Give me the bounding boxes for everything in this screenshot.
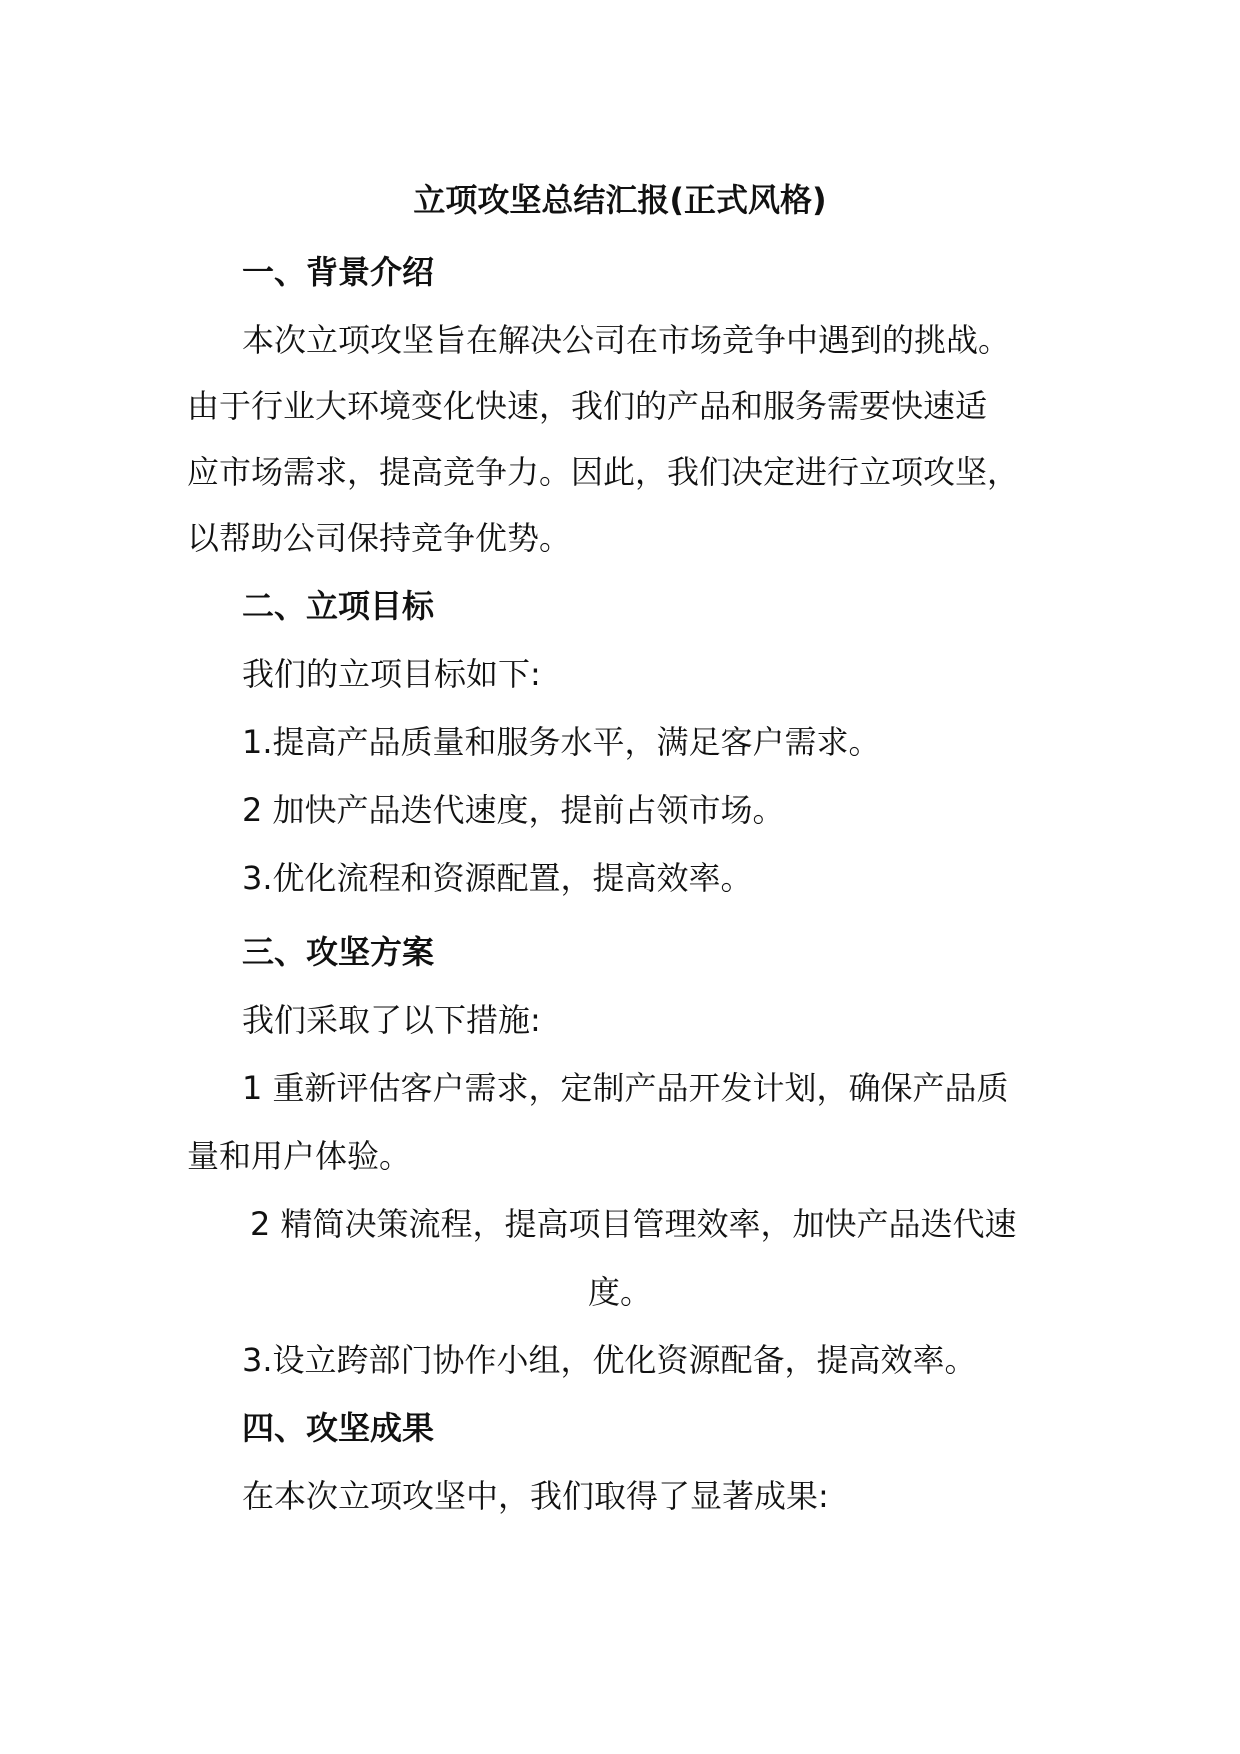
document-title: 立项攻坚总结汇报(正式风格) <box>413 181 827 219</box>
section-heading-results: 四、攻坚成果 <box>242 1409 435 1447</box>
list-item-continuation: 度。 <box>587 1273 652 1311</box>
paragraph-line: 以帮助公司保持竞争优势。 <box>187 519 572 557</box>
list-item: 3.优化流程和资源配置，提高效率。 <box>242 859 753 897</box>
list-item: 1 重新评估客户需求，定制产品开发计划，确保产品质 <box>242 1069 1009 1107</box>
section-heading-plan: 三、攻坚方案 <box>242 933 435 971</box>
paragraph-line: 由于行业大环境变化快速，我们的产品和服务需要快速适 <box>187 387 988 425</box>
paragraph-line: 本次立项攻坚旨在解决公司在市场竞争中遇到的挑战。 <box>242 321 1011 359</box>
list-item: 3.设立跨部门协作小组，优化资源配备，提高效率。 <box>242 1341 977 1379</box>
section-heading-goals: 二、立项目标 <box>242 587 435 625</box>
paragraph-line: 我们采取了以下措施: <box>242 1001 541 1039</box>
list-item: 2 精简决策流程，提高项目管理效率，加快产品迭代速 <box>250 1205 1017 1243</box>
list-item: 2 加快产品迭代速度，提前占领市场。 <box>242 791 785 829</box>
paragraph-line: 应市场需求，提高竞争力。因此，我们决定进行立项攻坚， <box>187 453 1020 491</box>
list-item-continuation: 量和用户体验。 <box>187 1137 412 1175</box>
paragraph-line: 我们的立项目标如下: <box>242 655 541 693</box>
list-item: 1.提高产品质量和服务水平，满足客户需求。 <box>242 723 881 761</box>
section-heading-background: 一、背景介绍 <box>242 253 435 291</box>
paragraph-line: 在本次立项攻坚中，我们取得了显著成果: <box>242 1477 829 1515</box>
